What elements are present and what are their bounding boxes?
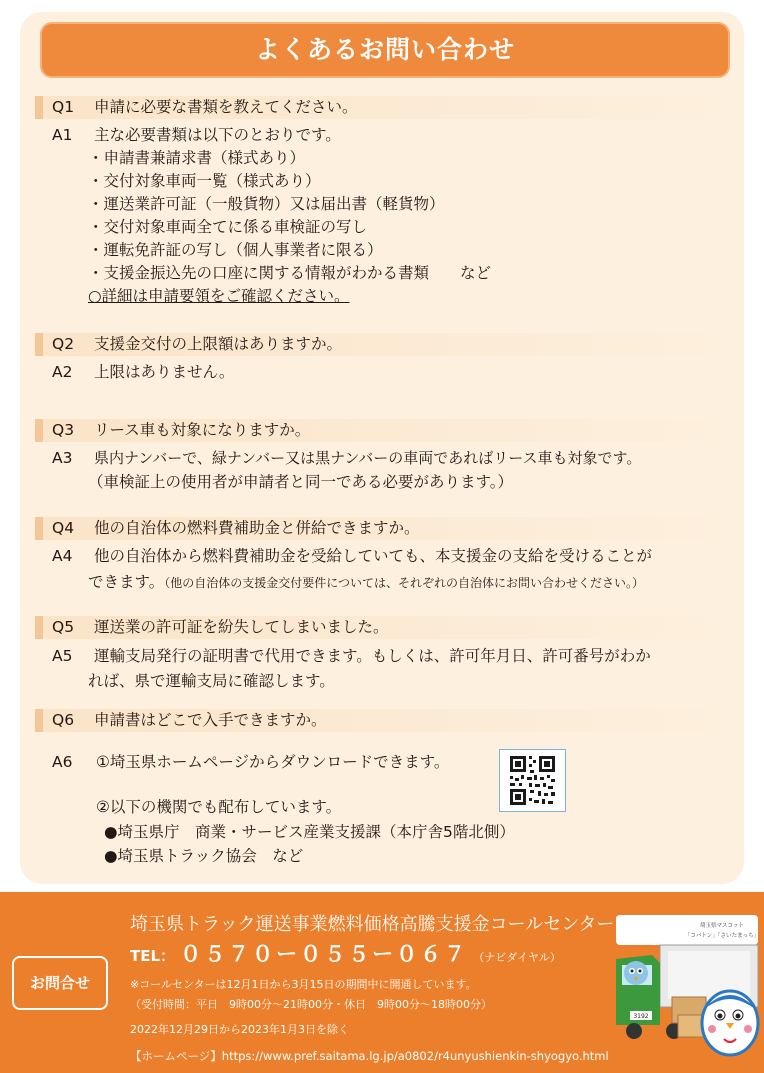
answer-label: A5 (52, 647, 73, 665)
tel-number[interactable]: ０５７０ー０５５ー０６７ (180, 942, 469, 966)
answer-label: A3 (52, 449, 73, 467)
answer-text: 県内ナンバーで、緑ナンバー又は黒ナンバーの車両であればリース車も対象です。 (94, 449, 642, 467)
business-hours: （受付時間：平日 9時00分～21時00分・休日 9時00分～18時00分） (130, 998, 492, 1011)
answer-text-continued: （車検証上の使用者が申請者と同一である必要があります。） (88, 473, 514, 491)
distribution-note: ②以下の機関でも配布しています。 (96, 798, 342, 816)
question-text: 他の自治体の燃料費補助金と併給できますか。 (94, 519, 420, 537)
call-center-period: ※コールセンターは12月1日から3月15日の期間中に開通しています。 (130, 978, 477, 991)
call-center-name: 埼玉県トラック運送事業燃料価格高騰支援金コールセンター (130, 914, 615, 935)
question-label: Q6 (52, 711, 75, 729)
answer-text: 他の自治体から燃料費補助金を受給していても、本支援金の支給を受けることが (94, 547, 653, 565)
question-label: Q4 (52, 519, 75, 537)
document-item: ・運送業許可証（一般貨物）又は届出書（軽貨物） (88, 195, 445, 213)
question-text: 申請書はどこで入手できますか。 (94, 711, 327, 729)
answer-label: A2 (52, 363, 73, 381)
closed-days: 2022年12月29日から2023年1月3日を除く (130, 1023, 349, 1036)
question-text: リース車も対象になりますか。 (94, 421, 311, 439)
mascot-caption-1: 埼玉県マスコット (700, 923, 744, 929)
question-text: 申請に必要な書類を教えてください。 (94, 98, 358, 116)
question-label: Q5 (52, 618, 75, 636)
question-label: Q3 (52, 421, 75, 439)
qr-code-icon[interactable] (499, 749, 566, 812)
homepage-label: 【ホームページ】 (130, 1049, 222, 1063)
document-item: ・支援金振込先の口座に関する情報がわかる書類 など (88, 264, 492, 282)
question-text: 支援金交付の上限額はありますか。 (94, 335, 343, 353)
document-item: ・交付対象車両一覧（様式あり） (88, 172, 321, 190)
tel-line (130, 938, 561, 968)
answer-small-note: （他の自治体の支援金交付要件については、それぞれの自治体にお問い合わせください。） (164, 576, 645, 590)
document-item: ・申請書兼請求書（様式あり） (88, 149, 306, 167)
homepage-link[interactable]: https://www.pref.saitama.lg.jp/a0802/r4unyushienkin-shyogyo.html (221, 1049, 609, 1063)
answer-text: 主な必要書類は以下のとおりです。 (94, 126, 341, 144)
page-title: よくあるお問い合わせ (40, 22, 730, 78)
truck-plate: 3192 (633, 1013, 649, 1020)
answer-label: A6 (52, 753, 73, 771)
question-label: Q1 (52, 98, 75, 116)
tel-note: （ナビダイヤル） (473, 951, 561, 964)
answer-text-continued (88, 571, 644, 595)
contact-label: お問合せ (12, 956, 108, 1010)
document-item: ・運転免許証の写し（個人事業者に限る） (88, 241, 383, 259)
answer-text: 上限はありません。 (94, 363, 235, 381)
answer-text: ①埼玉県ホームページからダウンロードできます。 (96, 753, 450, 771)
homepage-line (130, 1048, 609, 1064)
answer-text-part: できます。 (88, 573, 165, 591)
distribution-place: ●埼玉県トラック協会 など (104, 847, 304, 865)
answer-text-continued: れば、県で運輸支局に確認します。 (88, 672, 335, 690)
question-text: 運送業の許可証を紛失してしまいました。 (94, 618, 389, 636)
question-label: Q2 (52, 335, 75, 353)
mascot-caption-2: 「コバトン」「さいたまっち」 (684, 933, 760, 939)
mascot-illustration (612, 915, 762, 1073)
answer-text: 運輸支局発行の証明書で代用できます。もしくは、許可年月日、許可番号がわか (94, 647, 651, 665)
distribution-place: ●埼玉県庁 商業・サービス産業支援課（本庁舎5階北側） (104, 823, 515, 841)
answer-label: A4 (52, 547, 73, 565)
document-item: ・交付対象車両全てに係る車検証の写し (88, 218, 368, 236)
details-note: ○詳細は申請要領をご確認ください。 (88, 287, 350, 305)
answer-label: A1 (52, 126, 73, 144)
tel-label: TEL： (130, 947, 176, 965)
